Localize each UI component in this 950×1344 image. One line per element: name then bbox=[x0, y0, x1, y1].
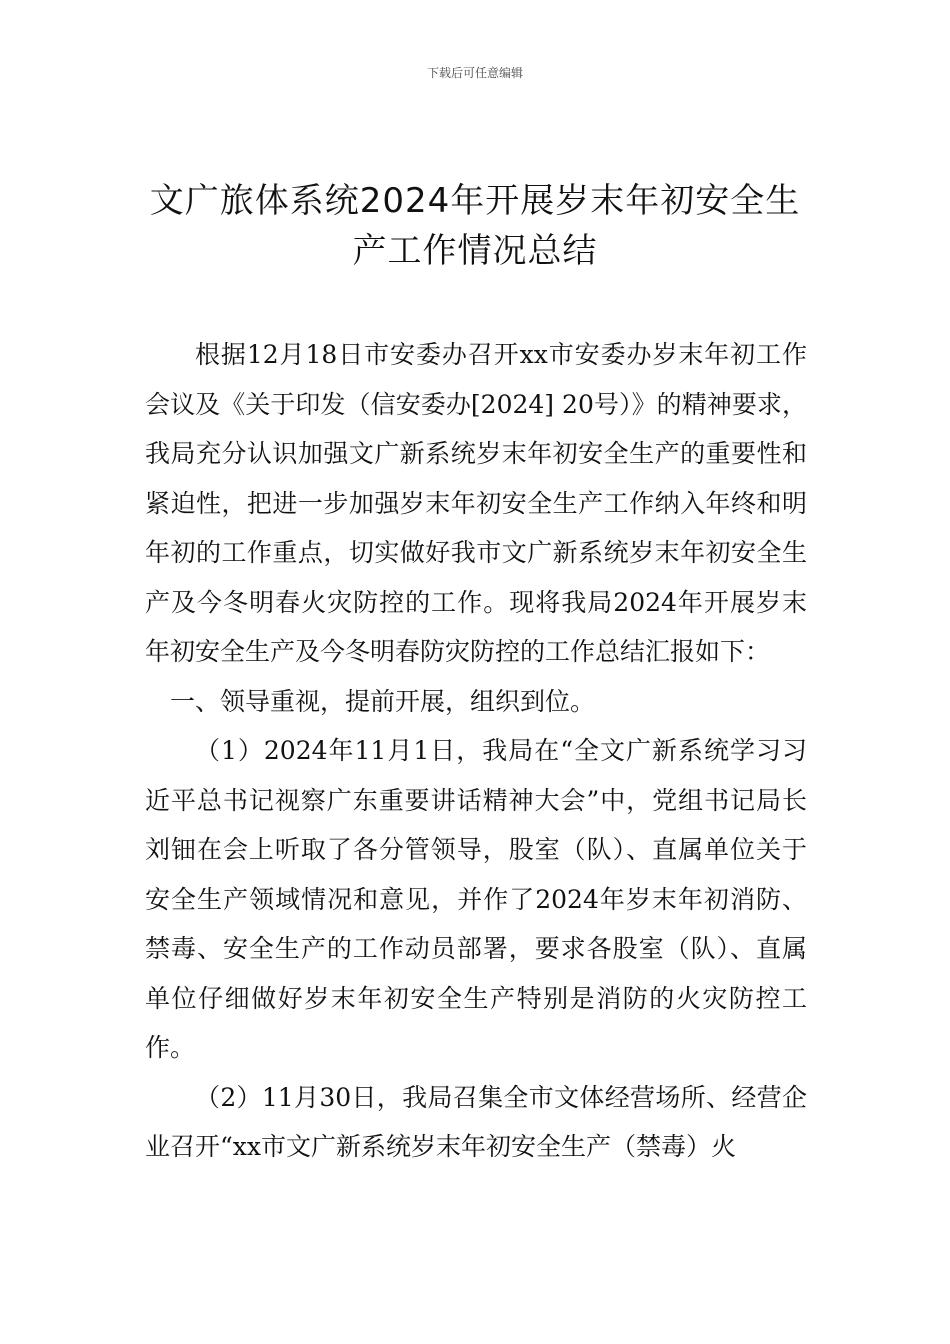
title-line-1: 文广旅体系统2024年开展岁末年初安全生 bbox=[149, 181, 801, 221]
intro-paragraph: 根据12月18日市安委办召开xx市安委办岁末年初工作会议及《关于印发（信安委办[2024] 20号）》的精神要求，我局充分认识加强文广新系统岁末年初安全生产的重要性和紧迫性，把进一步加强岁末年初安全生产工作纳入年终和明年初的工作重点，切实做好我市文广新系统岁末年初安全生产及今冬明春火灾防控的工作。现将我局2024年开展岁末年初安全生产及今冬明春防灾防控的工作总结汇报如下： bbox=[145, 340, 807, 666]
title-line-2: 产工作情况总结 bbox=[352, 231, 598, 271]
document-title bbox=[120, 176, 830, 276]
item-paragraph-2: （2）11月30日，我局召集全市文体经营场所、经营企业召开“xx市文广新系统岁末年初安全生产（禁毒）火 bbox=[145, 1082, 807, 1161]
document-body bbox=[145, 330, 807, 1172]
section-heading-1: 一、领导重视，提前开展，组织到位。 bbox=[170, 686, 596, 716]
item-paragraph-1: （1）2024年11月1日，我局在“全文广新系统学习习近平总书记视察广东重要讲话精神大会”中，党组书记局长刘钿在会上听取了各分管领导，股室（队）、直属单位关于安全生产领域情况和意见，并作了2024年岁末年初消防、禁毒、安全生产的工作动员部署，要求各股室（队）、直属单位仔细做好岁末年初安全生产特别是消防的火灾防控工作。 bbox=[145, 736, 807, 1062]
page-header: 下载后可任意编辑 bbox=[426, 66, 523, 80]
